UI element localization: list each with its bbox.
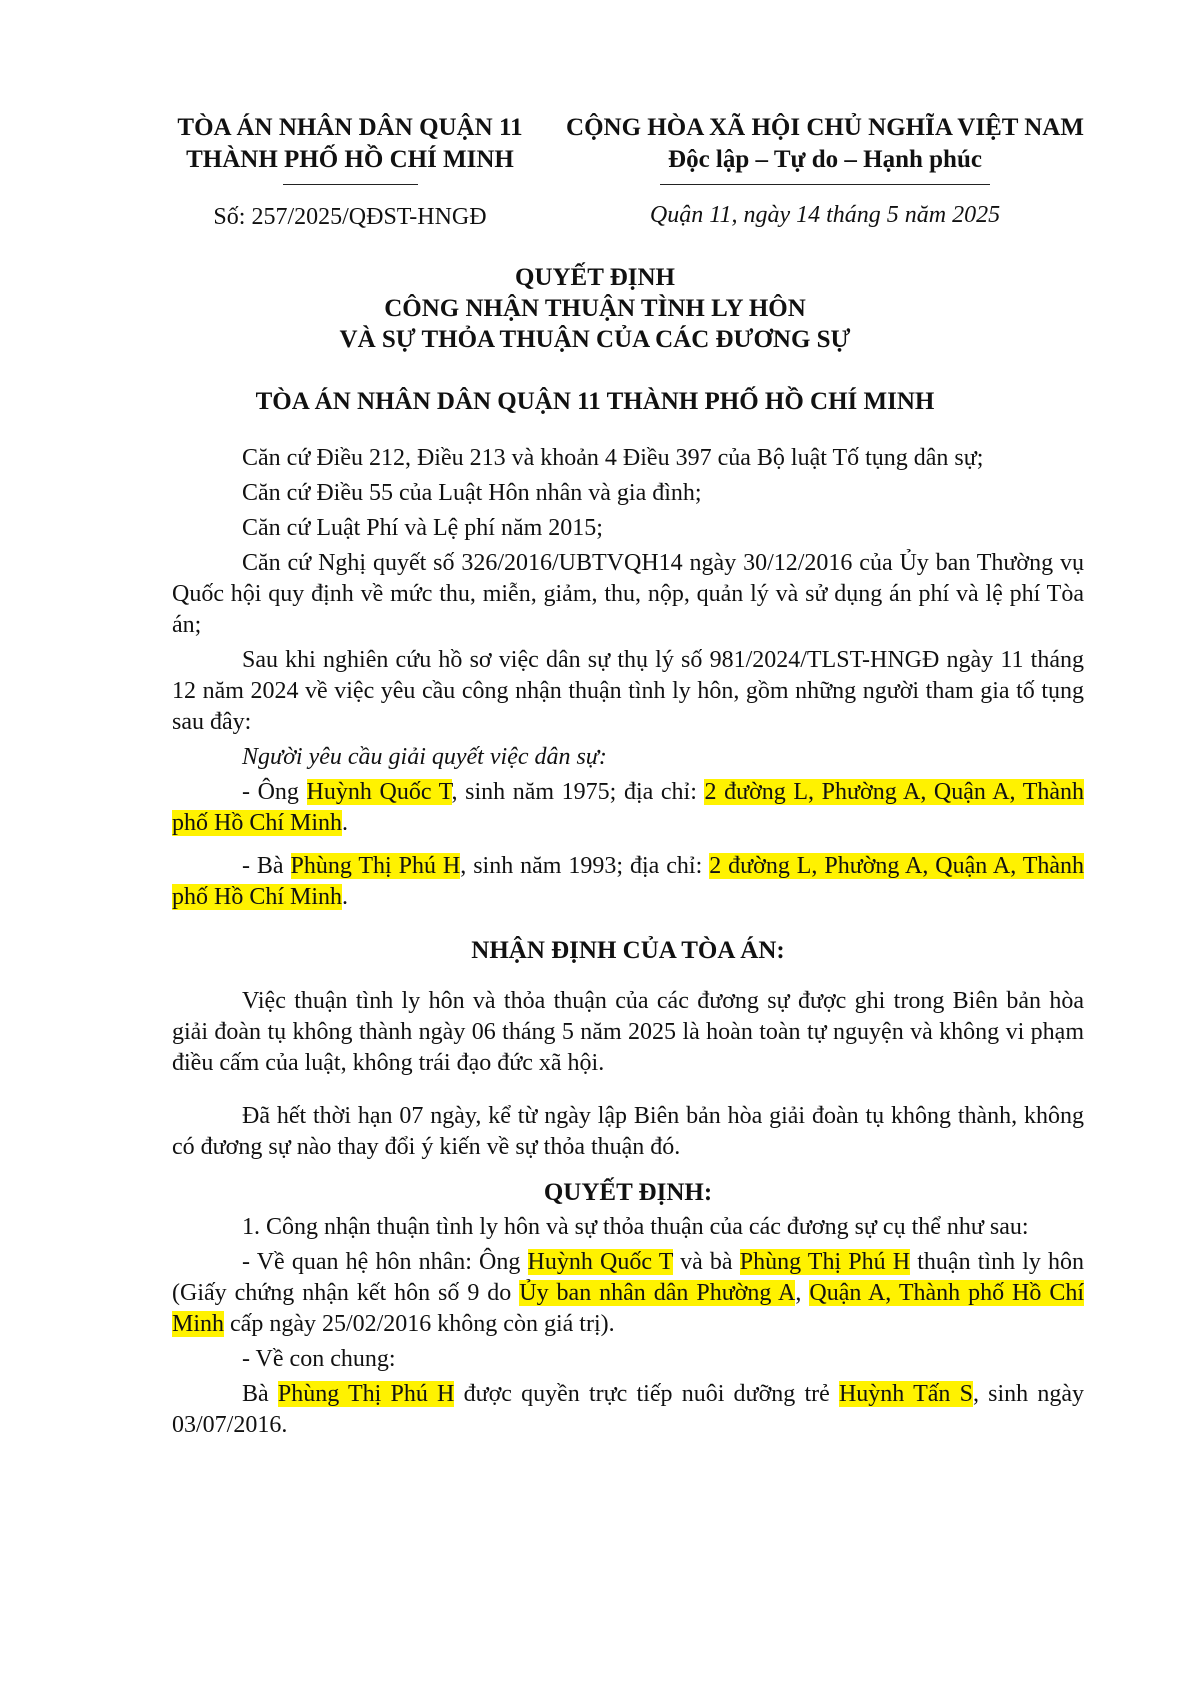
- custody-child-name: Huỳnh Tấn S: [838, 1381, 973, 1407]
- assessment-paragraph-2: Đã hết thời hạn 07 ngày, kể từ ngày lập Biên bản hòa giải đoàn tụ không thành, không có đương sự nào thay đổi ý kiến về sự thỏa thuận đó.: [172, 1103, 1084, 1160]
- title-line2: CÔNG NHẬN THUẬN TÌNH LY HÔN: [384, 295, 806, 322]
- court-name-line1: TÒA ÁN NHÂN DÂN QUẬN 11: [177, 114, 523, 141]
- requester-2-name: Phùng Thị Phú H: [290, 853, 461, 879]
- court-header: [150, 112, 550, 185]
- marriage-husband-name: Huỳnh Quốc T: [527, 1249, 673, 1275]
- custody-parent-name: Phùng Thị Phú H: [277, 1381, 455, 1407]
- national-title: CỘNG HÒA XÃ HỘI CHỦ NGHĨA VIỆT NAM: [566, 114, 1084, 141]
- marriage-clause: - Về quan hệ hôn nhân: Ông Huỳnh Quốc T và bà Phùng Thị Phú H thuận tình ly hôn (Giấy chứng nhận kết hôn số 9 do Ủy ban nhân dân Phường A, Quận A, Thành phố Hồ Chí Minh cấp ngày 25/02/2016 không còn giá trị).: [172, 1249, 1085, 1337]
- document-title: [0, 262, 1190, 355]
- title-line3: VÀ SỰ THỎA THUẬN CỦA CÁC ĐƯƠNG SỰ: [339, 326, 851, 353]
- custody-clause: Bà Phùng Thị Phú H được quyền trực tiếp nuôi dưỡng trẻ Huỳnh Tấn S, sinh ngày 03/07/2016.: [172, 1381, 1084, 1438]
- requester-1-address: 2 đường L, Phường A, Quận A, Thành phố Hồ Chí Minh: [172, 779, 1085, 836]
- national-header: [560, 112, 1090, 185]
- decision-heading: QUYẾT ĐỊNH:: [543, 1179, 713, 1206]
- national-motto: Độc lập – Tự do – Hạnh phúc: [668, 146, 982, 173]
- marriage-wife-name: Phùng Thị Phú H: [739, 1249, 911, 1275]
- basis-paragraph-2: Căn cứ Điều 55 của Luật Hôn nhân và gia đình;: [242, 480, 702, 506]
- children-label: - Về con chung:: [242, 1346, 396, 1372]
- decision-paragraph-1: 1. Công nhận thuận tình ly hôn và sự thỏa thuận của các đương sự cụ thể như sau:: [242, 1214, 1029, 1240]
- assessment-heading: NHẬN ĐỊNH CỦA TÒA ÁN:: [471, 937, 785, 964]
- document-date: Quận 11, ngày 14 tháng 5 năm 2025: [649, 202, 1001, 228]
- basis-paragraph-4: Căn cứ Nghị quyết số 326/2016/UBTVQH14 ngày 30/12/2016 của Ủy ban Thường vụ Quốc hội quy định về mức thu, miễn, giảm, thu, nộp, quản lý và sử dụng án phí và lệ phí Tòa án;: [172, 550, 1084, 638]
- marriage-issuing-org: Ủy ban nhân dân Phường A: [519, 1280, 796, 1306]
- requester-1: - Ông Huỳnh Quốc T, sinh năm 1975; địa chỉ: 2 đường L, Phường A, Quận A, Thành phố Hồ Chí Minh.: [172, 779, 1085, 836]
- court-heading: TÒA ÁN NHÂN DÂN QUẬN 11 THÀNH PHỐ HỒ CHÍ MINH: [255, 388, 935, 415]
- requesters-label: Người yêu cầu giải quyết việc dân sự:: [242, 744, 607, 770]
- marriage-place: Quận A, Thành phố Hồ Chí Minh: [172, 1280, 1085, 1337]
- assessment-paragraph-1: Việc thuận tình ly hôn và thỏa thuận của các đương sự được ghi trong Biên bản hòa giải đoàn tụ không thành ngày 06 tháng 5 năm 2025 là hoàn toàn tự nguyện và không vi phạm điều cấm của luật, không trái đạo đức xã hội.: [172, 988, 1084, 1076]
- basis-paragraph-1: Căn cứ Điều 212, Điều 213 và khoản 4 Điều 397 của Bộ luật Tố tụng dân sự;: [242, 445, 984, 471]
- basis-paragraph-3: Căn cứ Luật Phí và Lệ phí năm 2015;: [242, 515, 603, 541]
- requester-2-address: 2 đường L, Phường A, Quận A, Thành phố Hồ Chí Minh: [172, 853, 1085, 910]
- requester-2: - Bà Phùng Thị Phú H, sinh năm 1993; địa chỉ: 2 đường L, Phường A, Quận A, Thành phố Hồ Chí Minh.: [172, 853, 1085, 910]
- document-body: [172, 443, 1084, 1445]
- basis-paragraph-5: Sau khi nghiên cứu hồ sơ việc dân sự thụ lý số 981/2024/TLST-HNGĐ ngày 11 tháng 12 năm 2024 về việc yêu cầu công nhận thuận tình ly hôn, gồm những người tham gia tố tụng sau đây:: [172, 647, 1084, 735]
- requester-1-name: Huỳnh Quốc T: [306, 779, 452, 805]
- title-line1: QUYẾT ĐỊNH: [515, 264, 675, 291]
- court-name-line2: THÀNH PHỐ HỒ CHÍ MINH: [186, 146, 514, 173]
- header-divider-left: [283, 184, 418, 185]
- header-divider-right: [660, 184, 990, 185]
- document-number: Số: 257/2025/QĐST-HNGĐ: [213, 204, 487, 230]
